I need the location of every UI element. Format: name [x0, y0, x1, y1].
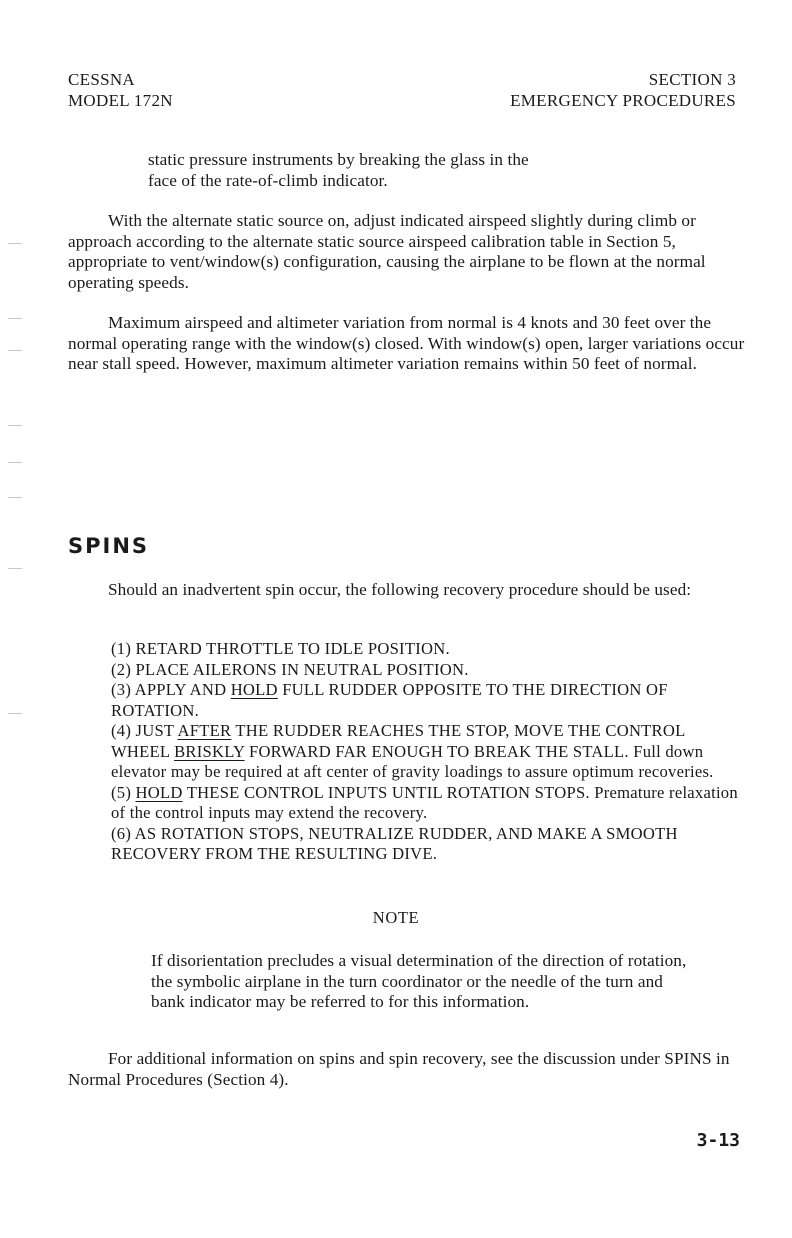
intro-line: static pressure instruments by breaking the glass in the: [148, 150, 529, 169]
note-body: If disorientation precludes a visual determination of the direction of rotation, the symbolic airplane in the turn coordinator or the needle of the turn and bank indicator may be referred to for this information.: [151, 951, 687, 1011]
header-left: [68, 69, 173, 111]
step-4: (4) JUST AFTER THE RUDDER REACHES THE STOP, MOVE THE CONTROL WHEEL BRISKLY FORWARD FAR ENOUGH TO BREAK THE STALL. Full down elevator may be required at aft center of gravity loadings to assure optimum recoveries.: [111, 721, 714, 781]
margin-mark: [8, 243, 22, 244]
step-2: (2) PLACE AILERONS IN NEUTRAL POSITION.: [111, 659, 469, 679]
margin-mark: [8, 568, 22, 569]
header-manufacturer: CESSNA: [68, 70, 135, 89]
spins-intro-paragraph: Should an inadvertent spin occur, the following recovery procedure should be used:: [108, 580, 692, 599]
step-6: (6) AS ROTATION STOPS, NEUTRALIZE RUDDER, AND MAKE A SMOOTH RECOVERY FROM THE RESULTING DIVE.: [111, 823, 678, 863]
header-model: MODEL 172N: [68, 91, 173, 110]
margin-mark: [8, 713, 22, 714]
step-1: (1) RETARD THROTTLE TO IDLE POSITION.: [111, 639, 450, 658]
note-title: NOTE: [372, 908, 420, 927]
intro-line: face of the rate-of-climb indicator.: [148, 170, 388, 190]
header-section: SECTION 3: [648, 70, 736, 89]
spin-recovery-steps: [111, 639, 741, 865]
header-section-title: EMERGENCY PROCEDURES: [510, 91, 736, 110]
alternate-static-paragraph: With the alternate static source on, adjust indicated airspeed slightly during climb or approach according to the alternate static source airspeed calibration table in Section 5, appropriate to vent/window(s) configuration, causing the airplane to be flown at the normal operating speeds.: [68, 211, 706, 292]
section-heading-spins: SPINS: [68, 534, 150, 558]
closing-paragraph: For additional information on spins and spin recovery, see the discussion under SPINS in Normal Procedures (Section 4).: [68, 1049, 730, 1089]
emphasis-after: AFTER: [177, 721, 232, 740]
page-number: 3-13: [696, 1130, 740, 1151]
margin-mark: [8, 425, 22, 426]
margin-mark: [8, 497, 22, 498]
header-right: [510, 69, 736, 111]
intro-paragraph: [148, 150, 708, 191]
margin-mark: [8, 350, 22, 351]
emphasis-hold: HOLD: [230, 680, 278, 699]
margin-mark: [8, 318, 22, 319]
step-3: (3) APPLY AND HOLD FULL RUDDER OPPOSITE TO THE DIRECTION OF ROTATION.: [111, 680, 668, 720]
emphasis-hold: HOLD: [135, 782, 183, 802]
step-5: (5) HOLD THESE CONTROL INPUTS UNTIL ROTATION STOPS. Premature relaxation of the control inputs may extend the recovery.: [111, 782, 738, 822]
emphasis-briskly: BRISKLY: [174, 741, 245, 761]
airspeed-variation-paragraph: Maximum airspeed and altimeter variation from normal is 4 knots and 30 feet over the normal operating range with the window(s) closed. With window(s) open, larger variations occur near stall speed. However, maximum altimeter variation remains within 50 feet of normal.: [68, 313, 745, 373]
margin-mark: [8, 462, 22, 463]
